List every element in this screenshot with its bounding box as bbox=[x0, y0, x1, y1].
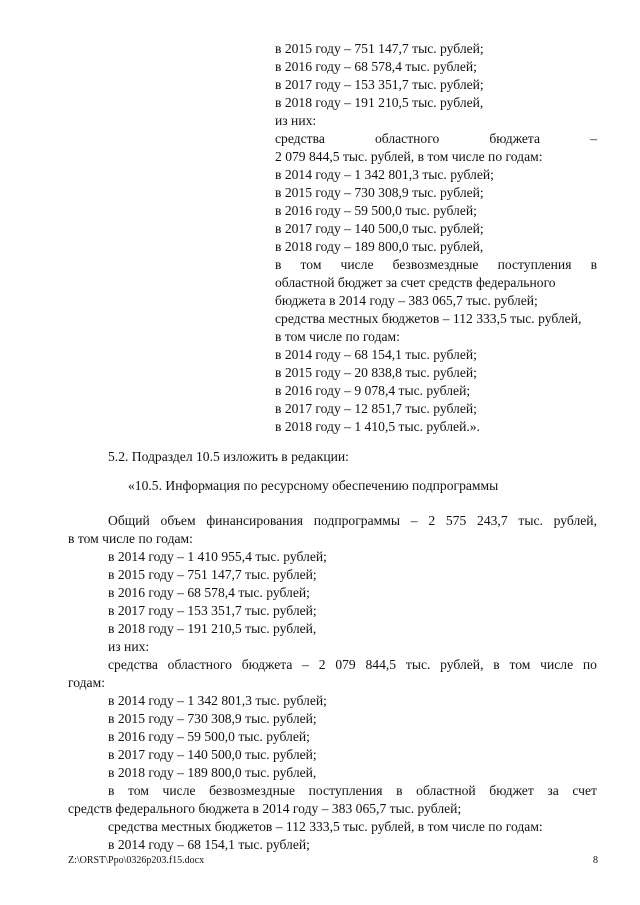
column-line: в 2017 году – 153 351,7 тыс. рублей; bbox=[275, 77, 484, 92]
column-line: в 2016 году – 59 500,0 тыс. рублей; bbox=[275, 203, 477, 218]
footer-file-path: Z:\ORST\Ppo\0326p203.f15.docx bbox=[68, 855, 205, 866]
paragraph-line: средств федерального бюджета в 2014 году – 383 065,7 тыс. рублей; bbox=[68, 801, 462, 816]
year-line: в 2018 году – 189 800,0 тыс. рублей, bbox=[108, 765, 317, 780]
column-line: из них: bbox=[275, 113, 317, 128]
column-line: в 2018 году – 191 210,5 тыс. рублей, bbox=[275, 95, 484, 110]
column-line: в 2015 году – 20 838,8 тыс. рублей; bbox=[275, 365, 477, 380]
year-line: в 2018 году – 191 210,5 тыс. рублей, bbox=[108, 621, 317, 636]
column-line: областной бюджет за счет средств федерального bbox=[275, 275, 556, 290]
year-line: в 2014 году – 68 154,1 тыс. рублей; bbox=[108, 837, 310, 852]
column-line: в том числе по годам: bbox=[275, 329, 400, 344]
year-line: в 2016 году – 68 578,4 тыс. рублей; bbox=[108, 585, 310, 600]
column-line: в 2017 году – 140 500,0 тыс. рублей; bbox=[275, 221, 484, 236]
year-line: в 2017 году – 140 500,0 тыс. рублей; bbox=[108, 747, 317, 762]
column-line: в 2018 году – 1 410,5 тыс. рублей.». bbox=[275, 419, 480, 434]
column-line: 2 079 844,5 тыс. рублей, в том числе по годам: bbox=[275, 149, 543, 164]
amendment-item-5-2: 5.2. Подраздел 10.5 изложить в редакции: bbox=[108, 449, 349, 464]
paragraph-line: годам: bbox=[68, 675, 105, 690]
column-line: в 2016 году – 9 078,4 тыс. рублей; bbox=[275, 383, 471, 398]
page-number: 8 bbox=[593, 855, 598, 866]
year-line: в 2015 году – 751 147,7 тыс. рублей; bbox=[108, 567, 317, 582]
paragraph-line: из них: bbox=[108, 639, 150, 654]
paragraph-regional-budget: средства областного бюджета – 2 079 844,5 тыс. рублей, в том числе по bbox=[108, 657, 597, 672]
column-line: в 2015 году – 730 308,9 тыс. рублей; bbox=[275, 185, 484, 200]
column-line: бюджета в 2014 году – 383 065,7 тыс. рублей; bbox=[275, 293, 538, 308]
paragraph-local-budgets: средства местных бюджетов – 112 333,5 тыс. рублей, в том числе по годам: bbox=[108, 819, 543, 834]
column-line: в 2015 году – 751 147,7 тыс. рублей; bbox=[275, 41, 484, 56]
column-line-justified: в том числе безвозмездные поступления в bbox=[275, 257, 597, 272]
column-line: средства местных бюджетов – 112 333,5 тыс. рублей, bbox=[275, 311, 582, 326]
year-line: в 2016 году – 59 500,0 тыс. рублей; bbox=[108, 729, 310, 744]
column-line: в 2014 году – 68 154,1 тыс. рублей; bbox=[275, 347, 477, 362]
column-line-justified: средства областного бюджета – bbox=[275, 131, 597, 146]
paragraph-federal-transfers: в том числе безвозмездные поступления в областной бюджет за счет bbox=[108, 783, 597, 798]
year-line: в 2014 году – 1 342 801,3 тыс. рублей; bbox=[108, 693, 327, 708]
column-line: в 2016 году – 68 578,4 тыс. рублей; bbox=[275, 59, 477, 74]
section-title: «10.5. Информация по ресурсному обеспечению подпрограммы bbox=[128, 478, 499, 493]
year-line: в 2017 году – 153 351,7 тыс. рублей; bbox=[108, 603, 317, 618]
column-line: в 2014 году – 1 342 801,3 тыс. рублей; bbox=[275, 167, 494, 182]
year-line: в 2015 году – 730 308,9 тыс. рублей; bbox=[108, 711, 317, 726]
column-line: в 2017 году – 12 851,7 тыс. рублей; bbox=[275, 401, 477, 416]
paragraph-line: в том числе по годам: bbox=[68, 531, 193, 546]
column-line: в 2018 году – 189 800,0 тыс. рублей, bbox=[275, 239, 484, 254]
paragraph-total-funding: Общий объем финансирования подпрограммы – 2 575 243,7 тыс. рублей, bbox=[108, 513, 597, 528]
year-line: в 2014 году – 1 410 955,4 тыс. рублей; bbox=[108, 549, 327, 564]
